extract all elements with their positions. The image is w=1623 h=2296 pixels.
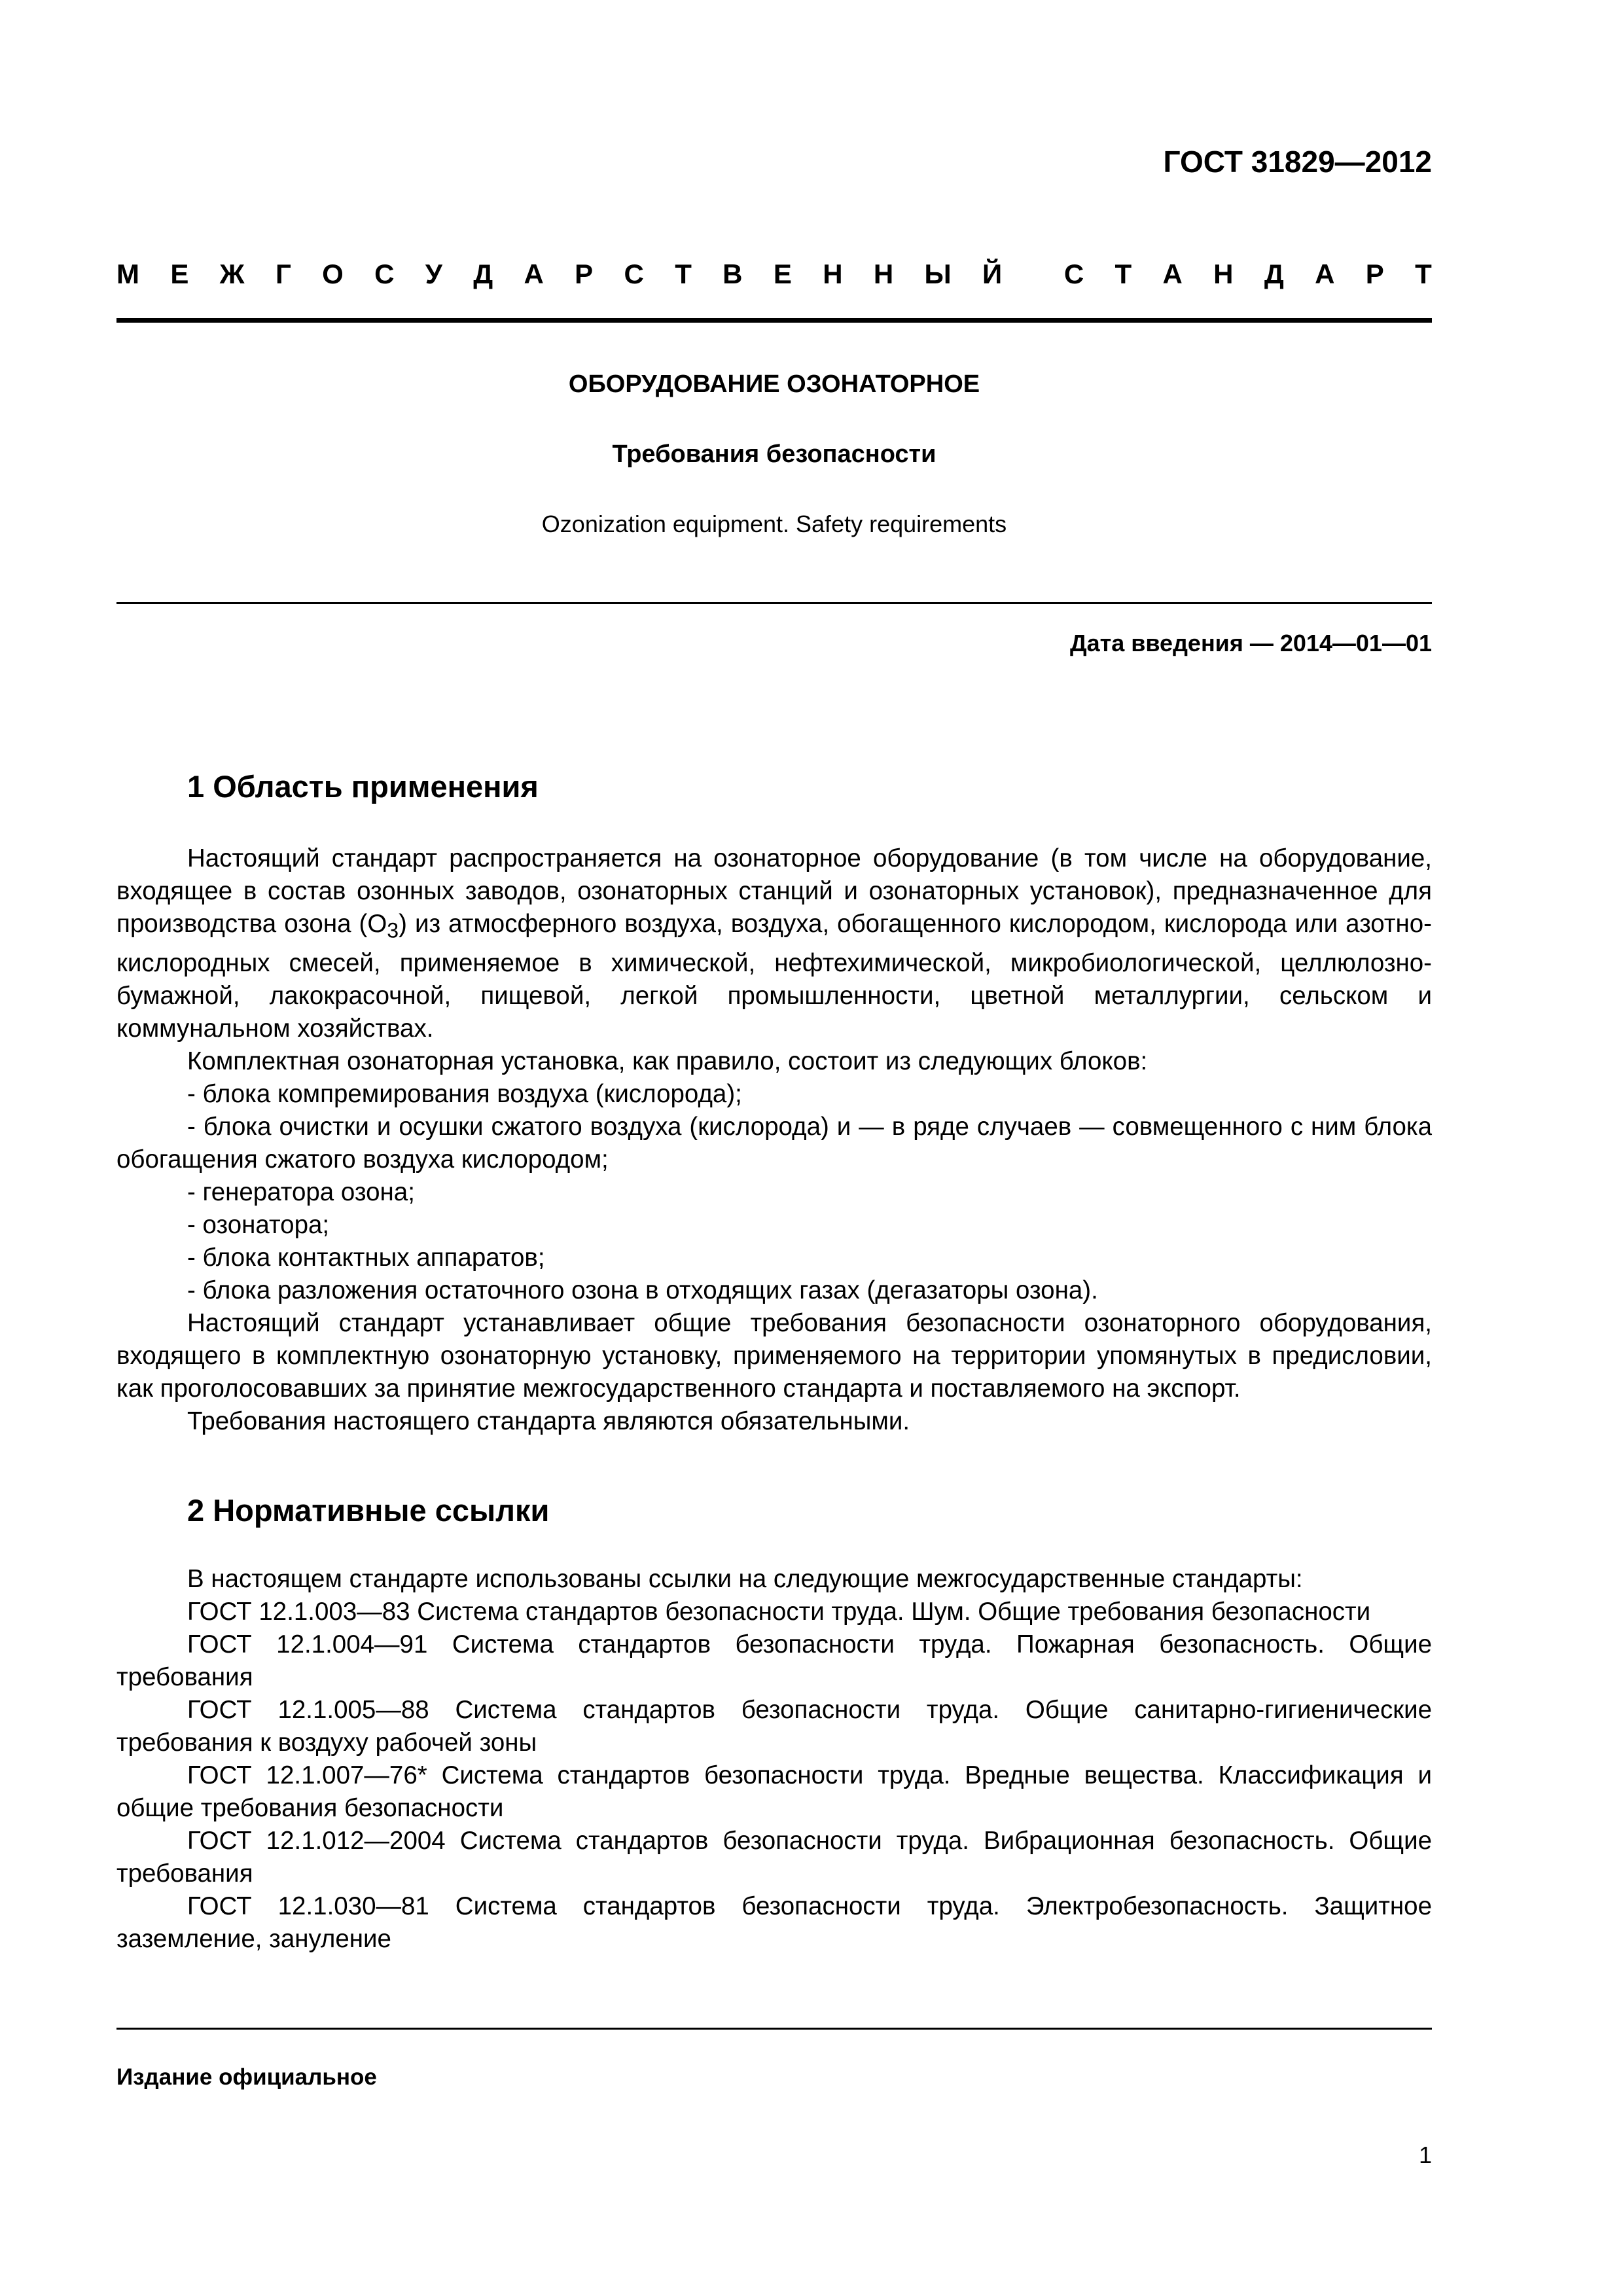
standard-type-letter: А <box>524 259 544 289</box>
standard-type-letter: Т <box>1415 259 1432 289</box>
standard-type-letter: Е <box>170 259 189 289</box>
paragraph: Настоящий стандарт распространяется на озонаторное оборудование (в том числе на оборудование, входящее в состав озонных заводов, озонаторных станций и озонаторных установок), предназначенное для производства озона $(O_3)$ из атмосферного воздуха, воздуха, обогащенного кислородом, кислорода или азотно-кислородных смесей, применяемое в химической, нефтехимической, микробиологической, целлюлозно-бумажной, лакокрасочной, пищевой, легкой промышленности, цветной металлургии, сельском и коммунальном хозяйствах. <box>116 844 1432 1043</box>
standard-type-letter: Д <box>1264 259 1284 289</box>
standard-type-letter: У <box>425 259 442 289</box>
standard-type-letter: Д <box>473 259 493 289</box>
page-number: 1 <box>1418 2142 1432 2168</box>
edition-label: Издание официальное <box>116 2064 377 2090</box>
introduction-date: Дата введения — 2014—01—01 <box>1069 630 1432 656</box>
standard-type-letter: А <box>1315 259 1335 289</box>
standard-type-letter: Ж <box>219 259 245 289</box>
standard-type-letter: Н <box>1213 259 1234 289</box>
list-item: - блока разложения остаточного озона в отходящих газах (дегазаторы озона). <box>187 1276 1098 1304</box>
document-number: ГОСТ 31829—2012 <box>1163 145 1432 179</box>
standard-type-letter: Т <box>675 259 692 289</box>
section-heading-scope: 1 Область применения <box>187 769 539 804</box>
reference-item: ГОСТ 12.1.003—83 Система стандартов безопасности труда. Шум. Общие требования безопасности <box>187 1598 1371 1626</box>
paragraph: В настоящем стандарте использованы ссылки на следующие межгосударственные стандарты: <box>187 1565 1303 1593</box>
standard-type-letter: В <box>722 259 743 289</box>
reference-item: ГОСТ 12.1.005—88 Система стандартов безопасности труда. Общие санитарно-гигиенические требования к воздуху рабочей зоны <box>116 1696 1432 1757</box>
standard-type-letter: Н <box>873 259 894 289</box>
standard-type-letter: Р <box>575 259 594 289</box>
standard-type-letter: Н <box>823 259 843 289</box>
document-subtitle: Требования безопасности <box>612 440 936 468</box>
paragraph: Требования настоящего стандарта являются обязательными. <box>187 1407 910 1435</box>
list-item: - генератора озона; <box>187 1177 415 1206</box>
standard-type-letter: С <box>374 259 395 289</box>
standard-type-letter: С <box>1063 259 1084 289</box>
document-title-english: Ozonization equipment. Safety requirements <box>541 511 1007 537</box>
standard-type-letter: Е <box>773 259 792 289</box>
paragraph: Настоящий стандарт устанавливает общие требования безопасности озонаторного оборудования, входящего в комплектную озонаторную установку, применяемого на территории упомянутых в предисловии, как проголосовавших за принятие межгосударственного стандарта и поставляемого на экспорт. <box>116 1308 1432 1403</box>
standard-type-letter: М <box>116 259 139 289</box>
standard-type-letter: С <box>624 259 644 289</box>
list-item: - блока очистки и осушки сжатого воздуха (кислорода) и — в ряде случаев — совмещенного с ним блока обогащения сжатого воздуха кислородом; <box>116 1112 1432 1174</box>
standard-type-letter: Г <box>275 259 291 289</box>
title-divider <box>116 602 1432 604</box>
standard-type-letter: Ы <box>924 259 952 289</box>
standard-type-letter: Р <box>1365 259 1384 289</box>
standard-type-heading <box>116 257 1432 292</box>
footer-divider <box>116 2028 1432 2030</box>
reference-item: ГОСТ 12.1.030—81 Система стандартов безопасности труда. Электробезопасность. Защитное заземление, зануление <box>116 1892 1432 1953</box>
reference-item: ГОСТ 12.1.012—2004 Система стандартов безопасности труда. Вибрационная безопасность. Общие требования <box>116 1827 1432 1888</box>
standard-type-letter: Й <box>982 259 1003 289</box>
standard-type-letter: А <box>1162 259 1183 289</box>
standard-type-letter: О <box>322 259 344 289</box>
list-item: - озонатора; <box>187 1210 330 1239</box>
section-body-references <box>116 1563 1432 1956</box>
list-item: - блока компремирования воздуха (кислорода); <box>187 1079 742 1108</box>
paragraph: Комплектная озонаторная установка, как правило, состоит из следующих блоков: <box>187 1047 1148 1075</box>
subscript: 3 <box>387 918 399 942</box>
section-heading-references: 2 Нормативные ссылки <box>187 1493 550 1528</box>
reference-item: ГОСТ 12.1.004—91 Система стандартов безопасности труда. Пожарная безопасность. Общие требования <box>116 1630 1432 1691</box>
list-item: - блока контактных аппаратов; <box>187 1243 545 1272</box>
standard-type-letter: Т <box>1115 259 1132 289</box>
section-body-scope <box>116 842 1432 1438</box>
reference-item: ГОСТ 12.1.007—76* Система стандартов безопасности труда. Вредные вещества. Классификация и общие требования безопасности <box>116 1761 1432 1822</box>
header-divider <box>116 318 1432 323</box>
document-title: ОБОРУДОВАНИЕ ОЗОНАТОРНОЕ <box>568 370 980 398</box>
